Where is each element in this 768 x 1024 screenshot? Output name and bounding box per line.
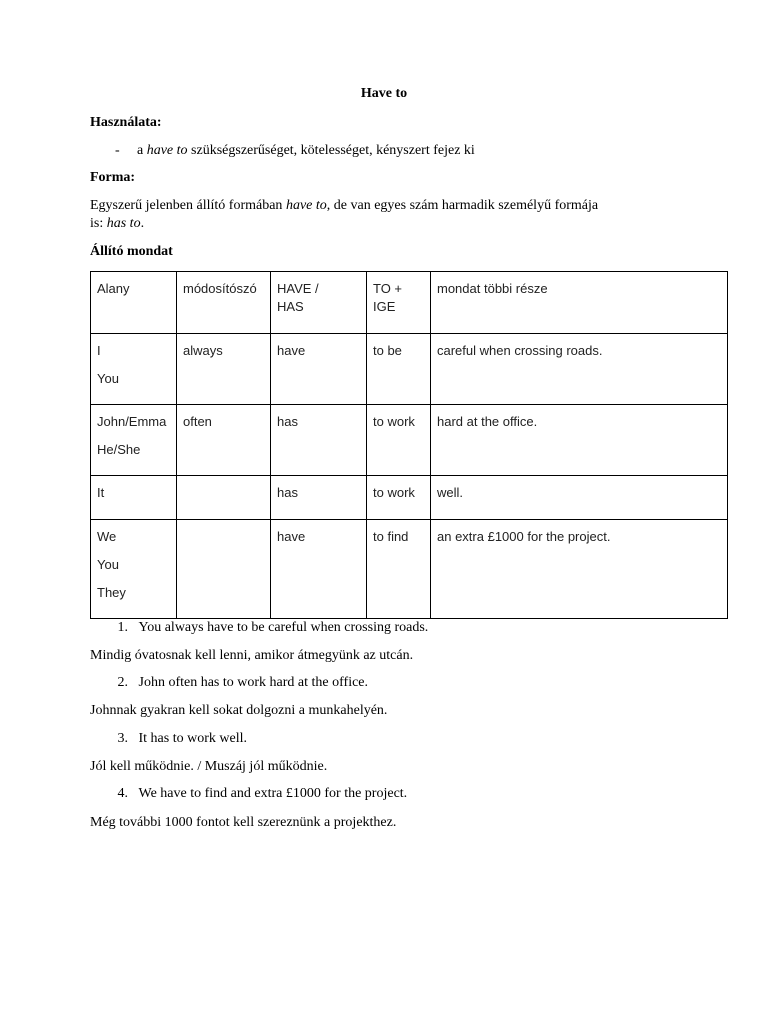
example-english: We have to find and extra £1000 for the project. <box>138 786 408 801</box>
example-translation: Jól kell működnie. / Muszáj jól működnie. <box>90 759 328 774</box>
usage-text-rest: szükségszerűséget, kötelességet, kényszert fejez ki <box>187 143 475 158</box>
example-number: 2. <box>117 675 128 690</box>
cell-subject <box>91 476 177 520</box>
example-number: 3. <box>117 731 128 746</box>
header-have-has: HAVE / HAS <box>271 272 367 334</box>
table-row <box>91 334 728 405</box>
statement-heading: Állító mondat <box>90 244 173 259</box>
cell-have: has <box>271 405 367 476</box>
table-row <box>91 520 728 619</box>
subject-line: We <box>97 529 117 544</box>
cell-to: to work <box>367 405 431 476</box>
header-subject: Alany <box>91 272 177 334</box>
header-modifier: módosítószó <box>177 272 271 334</box>
cell-to: to find <box>367 520 431 619</box>
cell-modifier: often <box>177 405 271 476</box>
form-heading: Forma: <box>90 170 136 185</box>
header-to-verb: TO + IGE <box>367 272 431 334</box>
form-line-1 <box>90 198 598 214</box>
table-row <box>91 405 728 476</box>
page-title: Have to <box>360 86 408 101</box>
cell-have: have <box>271 334 367 405</box>
example-translation: Johnnak gyakran kell sokat dolgozni a munkahelyén. <box>90 703 388 718</box>
cell-modifier <box>177 476 271 520</box>
example-item <box>98 675 368 691</box>
form-line2-rest: . <box>140 216 145 231</box>
cell-modifier: always <box>177 334 271 405</box>
subject-line: You <box>97 371 119 386</box>
example-number: 1. <box>117 620 128 635</box>
cell-to: to be <box>367 334 431 405</box>
usage-dash: - <box>115 143 120 158</box>
grammar-table <box>90 271 728 619</box>
example-english: You always have to be careful when crossing roads. <box>138 620 429 635</box>
example-number: 4. <box>117 786 128 801</box>
cell-have: have <box>271 520 367 619</box>
usage-text <box>137 143 475 159</box>
cell-rest: an extra £1000 for the project. <box>431 520 728 619</box>
cell-rest: well. <box>431 476 728 520</box>
form-line1-italic: have to <box>285 198 327 213</box>
subject-line: They <box>97 585 126 600</box>
cell-rest: careful when crossing roads. <box>431 334 728 405</box>
form-line-2 <box>90 216 144 232</box>
usage-text-italic: have to <box>146 143 188 158</box>
example-translation: Mindig óvatosnak kell lenni, amikor átmegyünk az utcán. <box>90 648 414 663</box>
cell-rest: hard at the office. <box>431 405 728 476</box>
example-translation: Még további 1000 fontot kell szereznünk a projekthez. <box>90 815 397 830</box>
header-rest: mondat többi része <box>431 272 728 334</box>
example-english: John often has to work hard at the office. <box>138 675 369 690</box>
subject-line: You <box>97 557 119 572</box>
example-item <box>98 731 247 747</box>
table-row <box>91 476 728 520</box>
cell-subject <box>91 520 177 619</box>
example-item <box>98 786 407 802</box>
example-english: It has to work well. <box>138 731 247 746</box>
cell-modifier <box>177 520 271 619</box>
usage-text-a: a <box>137 143 147 158</box>
subject-line: It <box>97 485 105 500</box>
form-line1-a: Egyszerű jelenben állító formában <box>90 198 286 213</box>
subject-line: I <box>97 343 101 358</box>
subject-line: John/Emma <box>97 414 167 429</box>
form-line1-rest: , de van egyes szám harmadik személyű formája <box>326 198 599 213</box>
table-header-row <box>91 272 728 334</box>
cell-subject <box>91 334 177 405</box>
cell-have: has <box>271 476 367 520</box>
usage-heading: Használata: <box>90 115 162 130</box>
cell-subject <box>91 405 177 476</box>
subject-line: He/She <box>97 442 141 457</box>
form-line2-italic: has to <box>106 216 141 231</box>
example-item <box>98 620 428 636</box>
cell-to: to work <box>367 476 431 520</box>
form-line2-a: is: <box>90 216 107 231</box>
